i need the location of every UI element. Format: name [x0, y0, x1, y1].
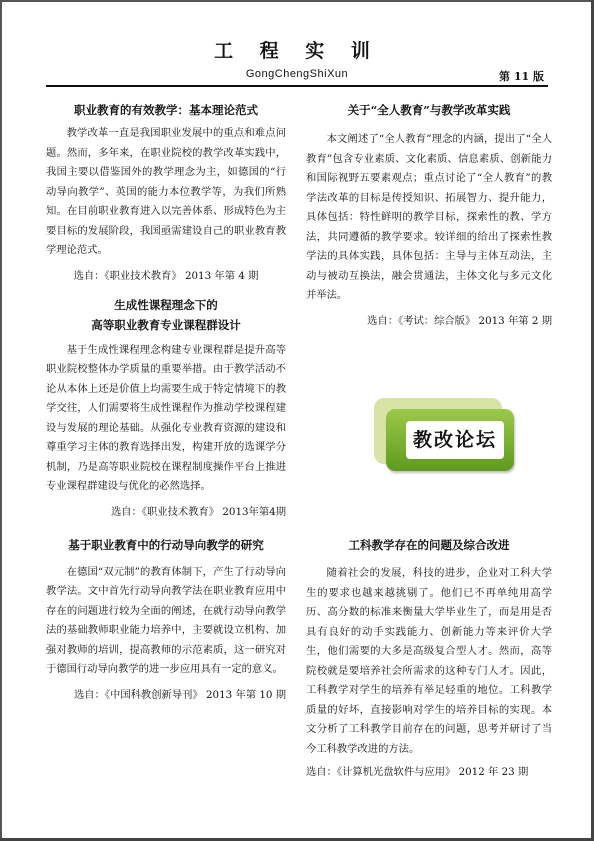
article-body: 基于生成性课程理念构建专业课程群是提升高等职业院校整体办学质量的重要举措。由于教学活动不论从本体上还是价值上均需要生成于特定情境下的教学交往，人们需要将生成性课程作为推动学校课程建设与发展的理论基础。从强化专业教育资源的建设和尊重学习主体的教育选择出发，构建开放的选课学分机制，乃是高等职业院校在课程制度操作平台上推进专业课程群建设与优化的必然选择。 [46, 343, 286, 492]
article-title: 基于职业教育中的行动导向教学的研究 [68, 537, 264, 552]
article-title: 工科教学存在的问题及综合改进 [348, 538, 510, 552]
article-whole-person-education [306, 100, 552, 329]
article-source: 选自：《考试：综合版》 2013 年第 2 期 [367, 314, 552, 327]
masthead-title: 工 程 实 训 [214, 40, 380, 62]
article-title: 关于“全人教育”与教学改革实践 [347, 103, 511, 117]
badge-label: 教改论坛 [406, 421, 504, 459]
article-generative-curriculum [46, 295, 286, 520]
article-action-oriented [46, 535, 286, 703]
right-column-lower [306, 535, 552, 780]
article-title-line1: 生成性课程理念下的 [114, 297, 218, 312]
badge-front-panel [386, 409, 514, 471]
page-border-top [0, 0, 594, 2]
article-source: 选自：《中国科教创新导刊》 2013 年第 10 期 [74, 688, 286, 701]
forum-badge [374, 398, 516, 474]
article-body: 随着社会的发展，科技的进步，企业对工科大学生的要求也越来越挑剔了。他们已不再单纯用高学历、高分数的标准来衡量大学毕业生了，而是用是否具有良好的动手实践能力、创新能力等来评价大学生，他们需要的大多是高级复合型人才。然而，高等院校就是要培养社会所需求的这种专门人才。因此，工科教学对学生的培养有举足轻重的地位。工科教学质量的好坏，直接影响对学生的培养目标的实现。本文分析了工科教学目前存在的问题，思考并研讨了当今工科教学改进的方法。 [306, 567, 552, 755]
article-source: 选自：《职业技术教育》 2013 年第 4 期 [73, 269, 259, 282]
article-effective-teaching [46, 100, 286, 284]
article-title: 职业教育的有效教学：基本理论范式 [74, 103, 258, 117]
masthead-subtitle: GongChengShiXun [245, 68, 349, 80]
left-column [46, 100, 286, 703]
article-body: 本文阐述了“全人教育”理念的内涵，提出了“全人教育”包含专业素质、文化素质、信息素质、创新能力和国际视野五要素观点；重点讨论了“全人教育”的教学法改革的目标是传授知识、拓展智力、提升能力，具体包括：特性鲜明的教学目标，探索性的教、学方法，共同遵循的教学要求。较详细的给出了探索性教学法的具体实践，具体包括：主导与主体互动法，主动与被动互换法，融会贯通法，主体文化与多元文化并举法。 [306, 133, 552, 301]
article-title-line2: 高等职业教育专业课程群设计 [91, 317, 241, 332]
page-border-left [0, 0, 2, 841]
article-source: 选自：《职业技术教育》 2013年第4期 [110, 505, 286, 518]
article-body: 在德国“双元制”的教育体制下，产生了行动导向教学法。文中首先行动导向教学法在职业教育应用中存在的问题进行较为全面的阐述，在就行动导向教学法的基础教师职业能力培养中，主要就设立机构、加强对教师的培训，提高教师的示范素质，这一研究对于德国行动导向教学的进一步应用具有一定的意义。 [46, 565, 286, 675]
right-column [306, 100, 552, 329]
edition-number: 第 11 版 [499, 70, 544, 83]
article-body: 教学改革一直是我国职业发展中的重点和难点问题。然而，多年来，在职业院校的教学改革实践中，我国主要以借鉴国外的教学理念为主，如德国的“行动导向教学”、英国的能力本位教学等，为我们所熟知。在目前职业教育进入以完善体系、形成特色为主要目标的发展阶段，我国亟需建设自己的职业教育教学理论范式。 [46, 127, 286, 256]
article-source: 选自：《计算机光盘软件与应用》 2012 年 23 期 [306, 766, 529, 778]
article-engineering-teaching [306, 535, 552, 780]
masthead-rule [46, 85, 548, 87]
